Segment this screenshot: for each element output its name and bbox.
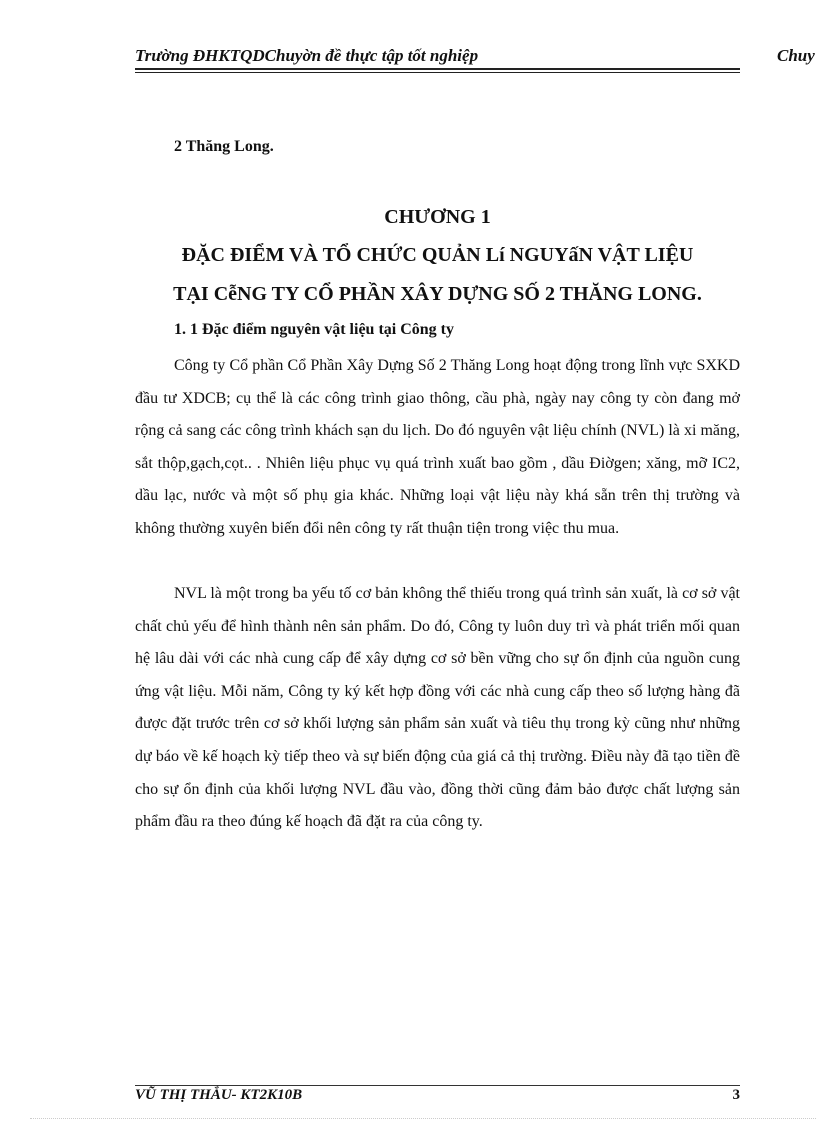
header-left-text: Trường ĐHKTQDChuyờn đề thực tập tốt nghiệp: [135, 46, 479, 65]
page-number: 3: [732, 1087, 740, 1103]
previous-page-continuation: 2 Thăng Long.: [174, 138, 274, 155]
footer-author: VŨ THỊ THẮU- KT2K10B: [135, 1087, 303, 1103]
chapter-title-line-2: TẠI CễNG TY CỔ PHẦN XÂY DỰNG SỐ 2 THĂNG LONG.: [173, 283, 702, 305]
chapter-number: CHƯƠNG 1: [384, 206, 491, 228]
header-right-text: Chuy: [777, 46, 815, 65]
chapter-title-line-1: ĐẶC ĐIỂM VÀ TỔ CHỨC QUẢN Lí NGUYấN VẬT LIỆU: [181, 244, 694, 266]
section-heading: 1. 1 Đặc điểm nguyên vật liệu tại Công ty: [174, 321, 454, 338]
page-bottom-border: [30, 1118, 816, 1120]
paragraph-1: Công ty Cổ phần Cổ Phần Xây Dựng Số 2 Thăng Long hoạt động trong lĩnh vực SXKD đầu tư XDCB; cụ thể là các công trình giao thông, cầu phà, ngày nay công ty còn đang mở rộng cả sang các công trình khách sạn du lịch. Do đó nguyên vật liệu chính (NVL) là xi măng, sắt thộp,gạch,cọt.. . Nhiên liệu phục vụ quá trình xuất bao gồm , dầu Điờgen; xăng, mỡ IC2, dầu lạc, nước và một số phụ gia khác. Những loại vật liệu này khá sẵn trên thị trường và không thường xuyên biến đổi nên công ty rất thuận tiện trong việc thu mua.: [135, 357, 740, 537]
footer-rule: [135, 1085, 740, 1086]
header-rule: [135, 68, 740, 70]
paragraph-2: NVL là một trong ba yếu tố cơ bản không thể thiếu trong quá trình sản xuất, là cơ sở vật chất chủ yếu để hình thành nên sản phẩm. Do đó, Công ty luôn duy trì và phát triển mối quan hệ lâu dài với các nhà cung cấp để xây dựng cơ sở bền vững cho sự ổn định của nguồn cung ứng vật liệu. Mỗi năm, Công ty ký kết hợp đồng với các nhà cung cấp theo số lượng hàng đã được đặt trước trên cơ sở khối lượng sản phẩm sản xuất và tiêu thụ trong kỳ cũng như những dự báo về kế hoạch kỳ tiếp theo và sự biến động của giá cả thị trường. Điều này đã tạo tiền đề cho sự ổn định của khối lượng NVL đầu vào, đồng thời cũng đảm bảo được chất lượng sản phẩm đầu ra theo đúng kế hoạch đã đặt ra của công ty.: [135, 585, 740, 831]
header-rule-secondary: [135, 72, 740, 73]
